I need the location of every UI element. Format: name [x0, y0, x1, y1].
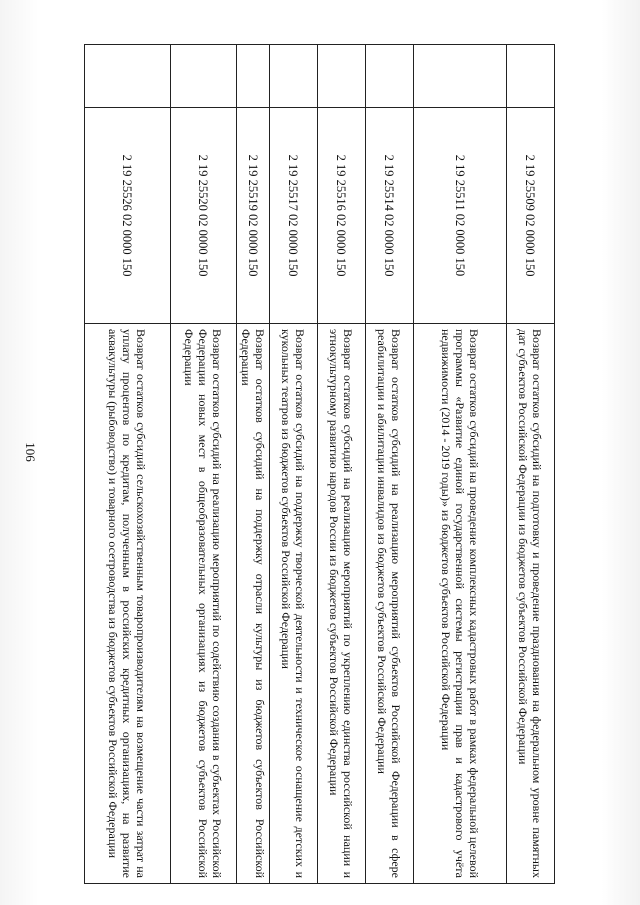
code-cell: 2 19 25520 02 0000 150 — [171, 108, 237, 324]
table-row — [85, 45, 171, 884]
code-cell: 2 19 25511 02 0000 150 — [414, 108, 507, 324]
table-row — [171, 45, 237, 884]
table-row — [318, 45, 366, 884]
empty-cell — [237, 45, 270, 108]
rotated-table-container — [85, 44, 555, 884]
table-row — [414, 45, 507, 884]
table-row — [366, 45, 414, 884]
description-cell: Возврат остатков субсидий на поддержку отрасли культуры из бюджетов субъектов Российской Федерации — [237, 324, 270, 884]
code-cell: 2 19 25514 02 0000 150 — [366, 108, 414, 324]
empty-cell — [414, 45, 507, 108]
description-cell: Возврат остатков субсидий на реализацию мероприятий по содействию создания в субъектах Российской Федерации новых мест в общеобразовательных организациях из бюджетов субъектов Российской Федерации — [171, 324, 237, 884]
page-number: 106 — [23, 442, 38, 462]
code-cell: 2 19 25526 02 0000 150 — [85, 108, 171, 324]
code-cell: 2 19 25509 02 0000 150 — [507, 108, 555, 324]
budget-codes-table — [84, 44, 555, 884]
empty-cell — [507, 45, 555, 108]
code-cell: 2 19 25516 02 0000 150 — [318, 108, 366, 324]
description-cell: Возврат остатков субсидий на реализацию мероприятий субъектов Российской Федерации в сфере реабилитации и абилитации инвалидов из бюджетов субъектов Российской Федерации — [366, 324, 414, 884]
empty-cell — [270, 45, 318, 108]
empty-cell — [366, 45, 414, 108]
table-row — [237, 45, 270, 884]
description-cell: Возврат остатков субсидий на проведение комплексных кадастровых работ в рамках федеральной целевой программы «Развитие единой государственной системы регистрации прав и кадастрового учёта недвижимости (2014 - 2019 годы)» из бюджетов субъектов Российской Федерации — [414, 324, 507, 884]
table-row — [507, 45, 555, 884]
description-cell: Возврат остатков субсидий на подготовку и проведение празднования на федеральном уровне памятных дат субъектов Российской Федерации из бюджетов субъектов Российской Федерации — [507, 324, 555, 884]
code-cell: 2 19 25519 02 0000 150 — [237, 108, 270, 324]
description-cell: Возврат остатков субсидий сельскохозяйственным товаропроизводителям на возмещение части затрат на уплату процентов по кредитам, полученным в российских кредитных организациях, на развитие аквакультуры (рыбоводство) и товарного осетроводства из бюджетов субъектов Российской Федерации — [85, 324, 171, 884]
description-cell: Возврат остатков субсидий на поддержку творческой деятельности и техническое оснащение детских и кукольных театров из бюджетов субъектов Российской Федерации — [270, 324, 318, 884]
empty-cell — [171, 45, 237, 108]
code-cell: 2 19 25517 02 0000 150 — [270, 108, 318, 324]
empty-cell — [318, 45, 366, 108]
empty-cell — [85, 45, 171, 108]
description-cell: Возврат остатков субсидий на реализацию мероприятий по укреплению единства российской нации и этнокультурному развитию народов России из бюджетов субъектов Российской Федерации — [318, 324, 366, 884]
table-row — [270, 45, 318, 884]
